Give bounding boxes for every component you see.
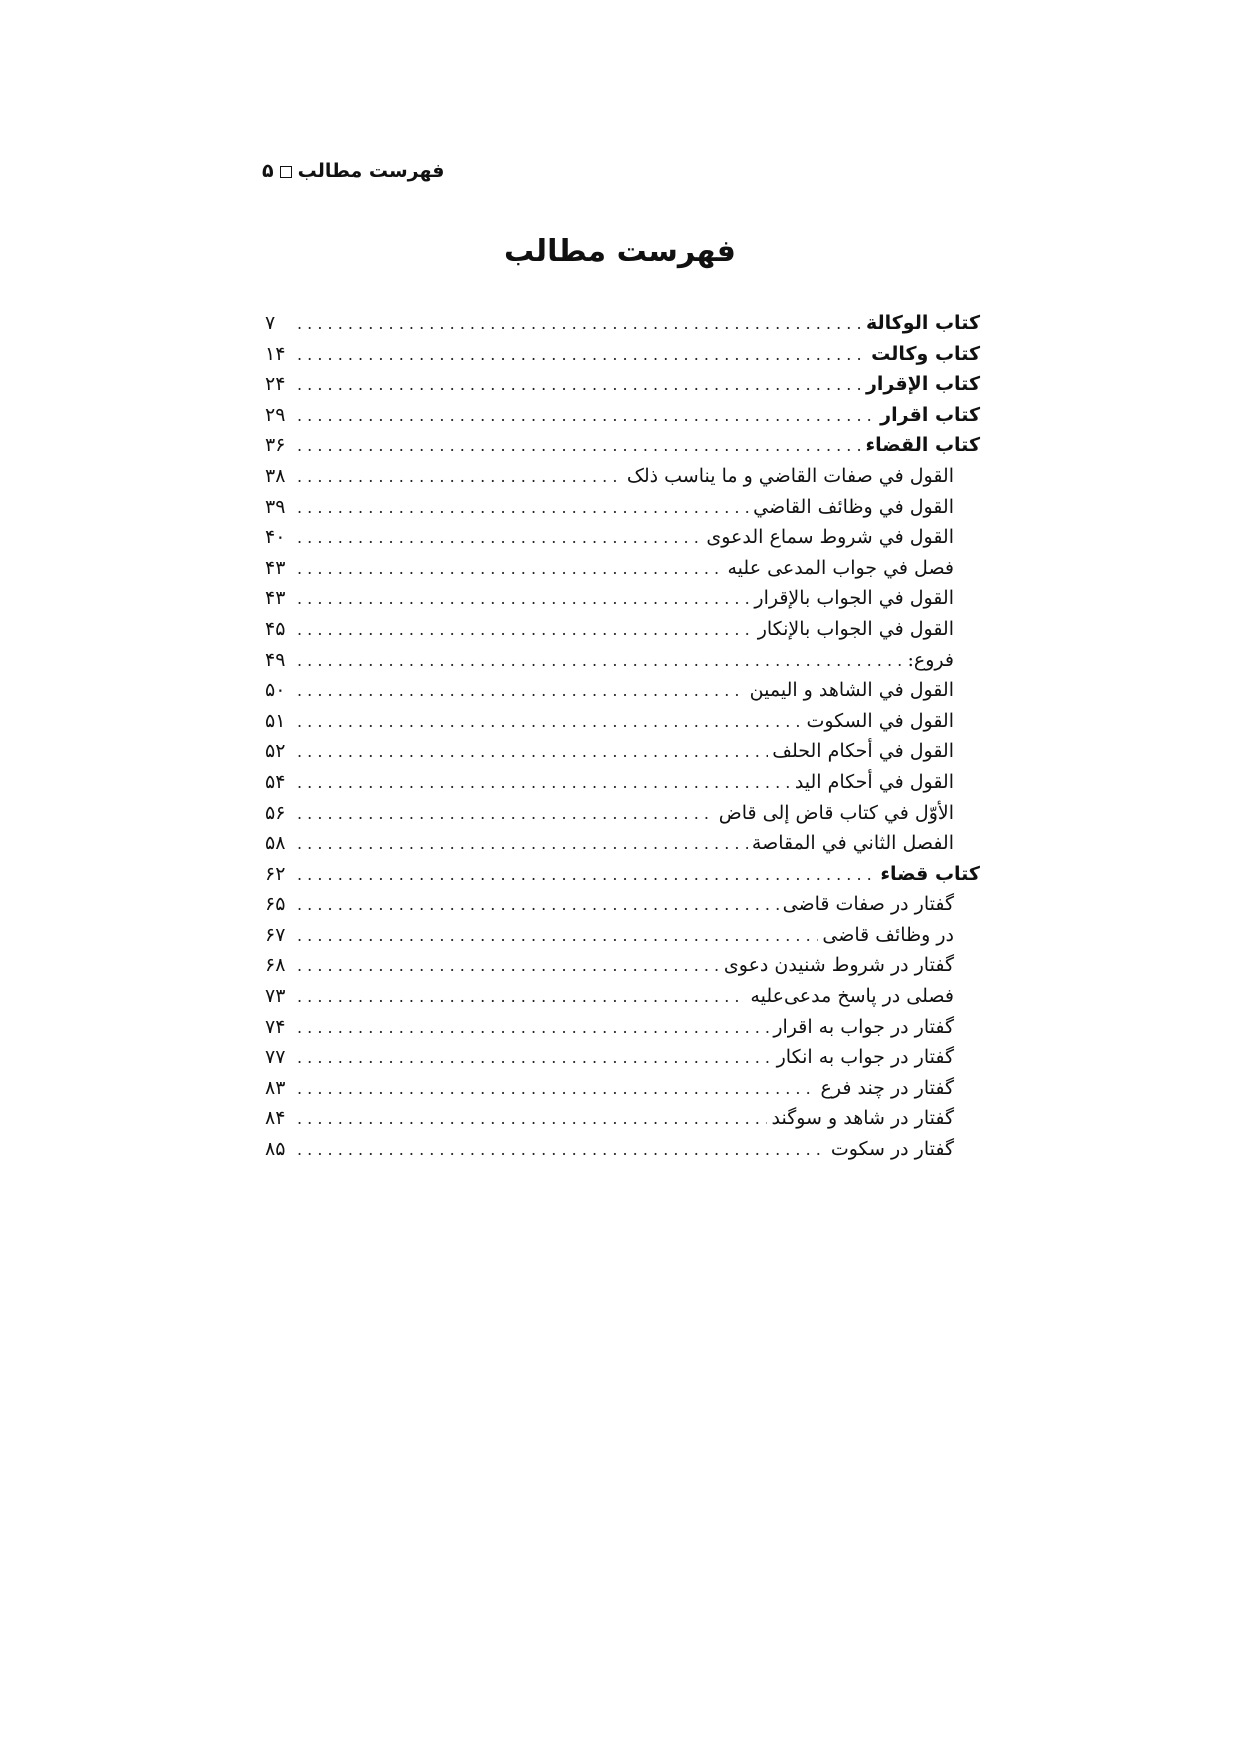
toc-entry-label: گفتار در جواب به انکار: [776, 1046, 954, 1069]
toc-entry-page-number: ۴۹: [265, 648, 286, 671]
running-header: [262, 158, 444, 184]
dot-leader: [297, 737, 768, 768]
toc-entry-page-number: ۱۴: [265, 342, 286, 365]
dot-leader: [297, 1104, 767, 1135]
toc-chapter-entry[interactable]: [265, 339, 980, 370]
toc-section-entry[interactable]: [265, 1012, 980, 1043]
dot-leader: [297, 462, 623, 493]
toc-entry-page-number: ۷۳: [265, 985, 286, 1008]
dot-leader: [297, 1043, 773, 1074]
toc-entry-label: گفتار در جواب به اقرار: [773, 1015, 954, 1038]
toc-entry-label: گفتار در شروط شنیدن دعوی: [723, 954, 954, 977]
toc-entry-label: فصلی در پاسخ مدعی‌علیه: [750, 985, 954, 1008]
toc-entry-page-number: ۲۴: [265, 373, 286, 396]
toc-entry-label: القول في السكوت: [806, 709, 954, 732]
toc-entry-label: القول في الجواب بالإقرار: [754, 587, 954, 610]
toc-entry-label: فصل في جواب المدعی عليه: [727, 556, 954, 579]
toc-section-entry[interactable]: [265, 1103, 980, 1134]
toc-entry-label: القول في الشاهد و اليمين: [749, 679, 954, 702]
toc-entry-label: کتاب القضاء: [865, 434, 980, 457]
toc-entry-label: الأوّل في كتاب قاض إلی قاض: [718, 801, 954, 824]
toc-entry-label: گفتار در سکوت: [830, 1138, 954, 1161]
toc-section-entry[interactable]: [265, 583, 980, 614]
table-of-contents: [265, 308, 980, 1165]
toc-entry-page-number: ۵۰: [265, 679, 286, 702]
toc-entry-label: القول في وظائف القاضي: [753, 495, 954, 518]
toc-chapter-entry[interactable]: [265, 430, 980, 461]
toc-section-entry[interactable]: [265, 706, 980, 737]
toc-entry-label: گفتار در صفات قاضی: [782, 893, 954, 916]
dot-leader: [297, 860, 876, 891]
toc-entry-label: گفتار در شاهد و سوگند: [771, 1107, 954, 1130]
header-page-number: ۵: [262, 160, 274, 182]
toc-entry-page-number: ۵۸: [265, 832, 286, 855]
toc-entry-page-number: ۷۷: [265, 1046, 286, 1069]
toc-entry-label: کتاب الإقرار: [865, 373, 980, 396]
dot-leader: [297, 951, 720, 982]
toc-entry-page-number: ۵۲: [265, 740, 286, 763]
dot-leader: [297, 493, 749, 524]
toc-entry-page-number: ۸۳: [265, 1076, 286, 1099]
dot-leader: [297, 768, 791, 799]
dot-leader: [297, 1013, 769, 1044]
toc-entry-page-number: ۴۳: [265, 587, 286, 610]
dot-leader: [297, 829, 748, 860]
toc-section-entry[interactable]: [265, 1042, 980, 1073]
toc-section-entry[interactable]: [265, 553, 980, 584]
toc-entry-page-number: ۸۵: [265, 1138, 286, 1161]
toc-section-entry[interactable]: [265, 614, 980, 645]
dot-leader: [297, 676, 746, 707]
toc-entry-page-number: ۶۲: [265, 862, 286, 885]
dot-leader: [297, 431, 861, 462]
dot-leader: [297, 799, 715, 830]
dot-leader: [297, 615, 754, 646]
toc-entry-page-number: ۴۵: [265, 617, 286, 640]
toc-section-entry[interactable]: [265, 645, 980, 676]
dot-leader: [297, 921, 818, 952]
toc-entry-page-number: ۷: [265, 312, 276, 334]
toc-entry-page-number: ۶۸: [265, 954, 286, 977]
toc-entry-page-number: ۶۵: [265, 893, 286, 916]
toc-entry-label: الفصل الثاني في المقاصة: [751, 832, 954, 855]
toc-section-entry[interactable]: [265, 1073, 980, 1104]
toc-entry-page-number: ۳۹: [265, 495, 286, 518]
toc-entry-page-number: ۶۷: [265, 923, 286, 946]
toc-entry-label: کتاب اقرار: [880, 403, 980, 426]
toc-entry-label: کتاب الوکالة: [865, 312, 980, 334]
toc-entry-page-number: ۳۸: [265, 464, 286, 487]
dot-leader: [297, 707, 802, 738]
toc-entry-label: القول في صفات القاضي و ما يناسب ذلک: [626, 464, 954, 487]
dot-leader: [297, 523, 702, 554]
toc-entry-page-number: ۸۴: [265, 1107, 286, 1130]
toc-entry-label: القول في أحكام الحلف: [772, 740, 954, 763]
toc-section-entry[interactable]: [265, 675, 980, 706]
toc-section-entry[interactable]: [265, 461, 980, 492]
dot-leader: [297, 370, 862, 401]
toc-section-entry[interactable]: [265, 522, 980, 553]
toc-chapter-entry[interactable]: [265, 400, 980, 431]
toc-entry-label: القول في أحكام اليد: [794, 770, 954, 793]
toc-entry-label: القول في الجواب بالإنكار: [757, 617, 954, 640]
toc-chapter-entry[interactable]: [265, 859, 980, 890]
toc-entry-page-number: ۵۶: [265, 801, 286, 824]
dot-leader: [297, 554, 724, 585]
toc-entry-page-number: ۴۰: [265, 526, 286, 549]
toc-entry-label: القول في شروط سماع الدعوی: [706, 526, 954, 549]
dot-leader: [297, 646, 904, 677]
toc-entry-label: گفتار در چند فرع: [820, 1076, 954, 1099]
toc-section-entry[interactable]: [265, 1134, 980, 1165]
dot-leader: [297, 584, 750, 615]
toc-chapter-entry[interactable]: [265, 308, 980, 339]
toc-entry-page-number: ۲۹: [265, 403, 286, 426]
toc-chapter-entry[interactable]: [265, 369, 980, 400]
toc-section-entry[interactable]: [265, 828, 980, 859]
toc-section-entry[interactable]: [265, 767, 980, 798]
toc-section-entry[interactable]: [265, 981, 980, 1012]
toc-section-entry[interactable]: [265, 889, 980, 920]
running-title: فهرست مطالب: [297, 160, 445, 182]
toc-section-entry[interactable]: [265, 492, 980, 523]
toc-entry-page-number: ۴۳: [265, 556, 286, 579]
toc-section-entry[interactable]: [265, 920, 980, 951]
dot-leader: [297, 890, 779, 921]
toc-entry-label: کتاب قضاء: [880, 862, 980, 885]
toc-section-entry[interactable]: [265, 798, 980, 829]
toc-entry-page-number: ۳۶: [265, 434, 286, 457]
dot-leader: [297, 1135, 827, 1166]
square-icon: [280, 166, 292, 178]
page-title: فهرست مطالب: [504, 234, 736, 269]
dot-leader: [297, 982, 746, 1013]
dot-leader: [297, 309, 862, 340]
toc-entry-label: کتاب وکالت: [871, 342, 980, 365]
toc-section-entry[interactable]: [265, 950, 980, 981]
toc-entry-page-number: ۵۴: [265, 770, 286, 793]
toc-entry-page-number: ۷۴: [265, 1015, 286, 1038]
toc-entry-label: در وظائف قاضی: [822, 923, 954, 946]
toc-entry-page-number: ۵۱: [265, 709, 286, 732]
dot-leader: [297, 401, 876, 432]
dot-leader: [297, 340, 867, 371]
dot-leader: [297, 1074, 817, 1105]
toc-entry-label: فروع:: [907, 648, 954, 671]
toc-section-entry[interactable]: [265, 736, 980, 767]
